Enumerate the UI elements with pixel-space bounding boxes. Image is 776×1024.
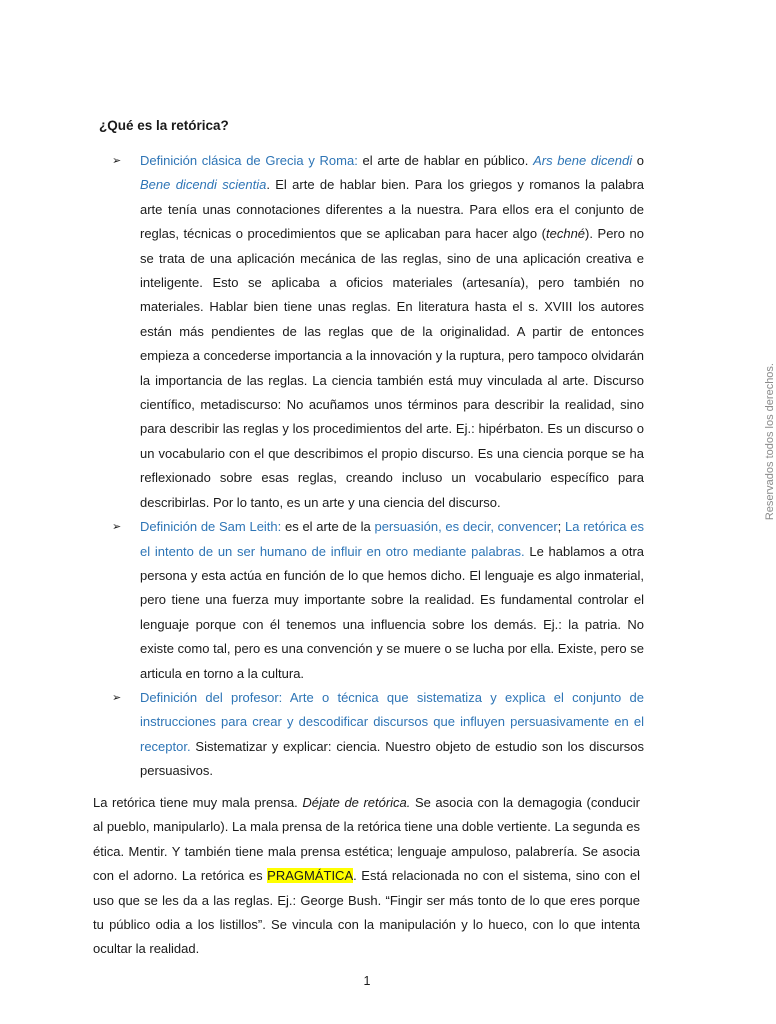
definitions-list: [112, 149, 644, 784]
watermark-text: Reservados todos los derechos.: [764, 363, 776, 521]
text-segment: es el arte de la: [281, 519, 375, 535]
text-segment: ;: [557, 519, 565, 535]
text-segment: Se asocia con la demagogia (conducir al pueblo, manipularlo). La mala prensa de la retórica tiene una doble vertiente. La segunda es ética. Mentir. Y también tiene mala prensa estética; lenguaje ampuloso, palabrería. Se asocia con el adorno. La retórica es: [93, 795, 640, 884]
page-title: ¿Qué es la retórica?: [99, 118, 229, 133]
definition-item-professor: [112, 686, 644, 784]
text-segment: La retórica es el intento de un ser humano de influir en otro mediante palabras.: [140, 519, 644, 559]
definition-item-classical: [112, 149, 644, 515]
definition-paragraph: [140, 149, 644, 515]
definition-item-sam-leith: [112, 515, 644, 686]
arrow-bullet-icon: ➢: [112, 521, 122, 534]
text-segment: Bene dicendi scientia: [140, 177, 267, 193]
text-segment: Definición de Sam Leith:: [140, 519, 282, 535]
text-segment: Ars bene dicendi: [533, 153, 633, 168]
text-segment: Le hablamos a otra persona y esta actúa en función de lo que hemos dicho. El lenguaje es algo inmaterial, pero tiene una fuerza muy importante sobre la realidad. Es fundamental controlar el lenguaje porque con él tenemos una influencia sobre los demás. Ej.: la patria. No existe como tal, pero es una convención y se muere o se lucha por ella. Existe, pero se articula en torno a la cultura.: [140, 543, 645, 681]
text-segment: el arte de hablar en público.: [357, 153, 534, 168]
arrow-bullet-icon: ➢: [112, 691, 122, 704]
text-segment: . El arte de hablar bien. Para los griegos y romanos la palabra arte tenía unas connotaciones diferentes a la nuestra. Para ellos era el conjunto de reglas, técnicas o procedimientos que se aplicaban para hacer algo (: [140, 177, 644, 242]
text-segment: Sistematizar y explicar: ciencia. Nuestro objeto de estudio son los discursos persuasivos.: [140, 738, 644, 779]
text-segment: La retórica tiene muy mala prensa.: [93, 795, 303, 810]
text-segment: Déjate de retórica.: [302, 795, 411, 810]
definition-paragraph: [140, 686, 644, 784]
text-segment: Definición del profesor: Arte o técnica que sistematiza y explica el conjunto de instrucciones para crear y descodificar discursos que influyen persuasivamente en el receptor.: [140, 689, 644, 754]
definition-paragraph: [140, 515, 644, 686]
closing-paragraph: [93, 791, 640, 962]
arrow-bullet-icon: ➢: [112, 155, 122, 167]
page-number: 1: [363, 974, 371, 988]
text-segment: persuasión, es decir, convencer: [374, 519, 558, 535]
text-segment: . Está relacionada no con el sistema, sino con el uso que se les da a las reglas. Ej.: George Bush. “Fingir ser más tonto de lo que eres porque tu público odia a los listillos”. Se vincula con la manipulación y lo hueco, con lo que intenta ocultar la realidad.: [93, 868, 640, 957]
text-segment: o: [632, 153, 645, 168]
text-segment: PRAGMÁTICA: [267, 868, 354, 884]
text-segment: Definición clásica de Grecia y Roma:: [140, 153, 358, 168]
text-segment: techné: [546, 226, 586, 242]
text-segment: ). Pero no se trata de una aplicación mecánica de las reglas, sino de una aplicación creativa e inteligente. Esto se aplicaba a oficios materiales (artesanía), pero también no materiales. Hablar bien tiene unas reglas. En literatura hasta el s. XVIII los autores están más pendientes de las reglas que de la originalidad. A partir de entonces empieza a concederse importancia a la innovación y la ruptura, pero tampoco olvidarán la importancia de las reglas. La ciencia también está muy vinculada al arte. Discurso científico, metadiscurso: No acuñamos unos términos para describir la realidad, sino para describir las reglas y los procedimientos del arte. Ej.: hipérbaton. Es un discurso o un vocabulario con el que describimos el propio discurso. Es una ciencia porque se ha reflexionado sobre esas reglas, creando incluso un vocabulario específico para describirlas. Por lo tanto, es un arte y una ciencia del discurso.: [140, 226, 644, 510]
